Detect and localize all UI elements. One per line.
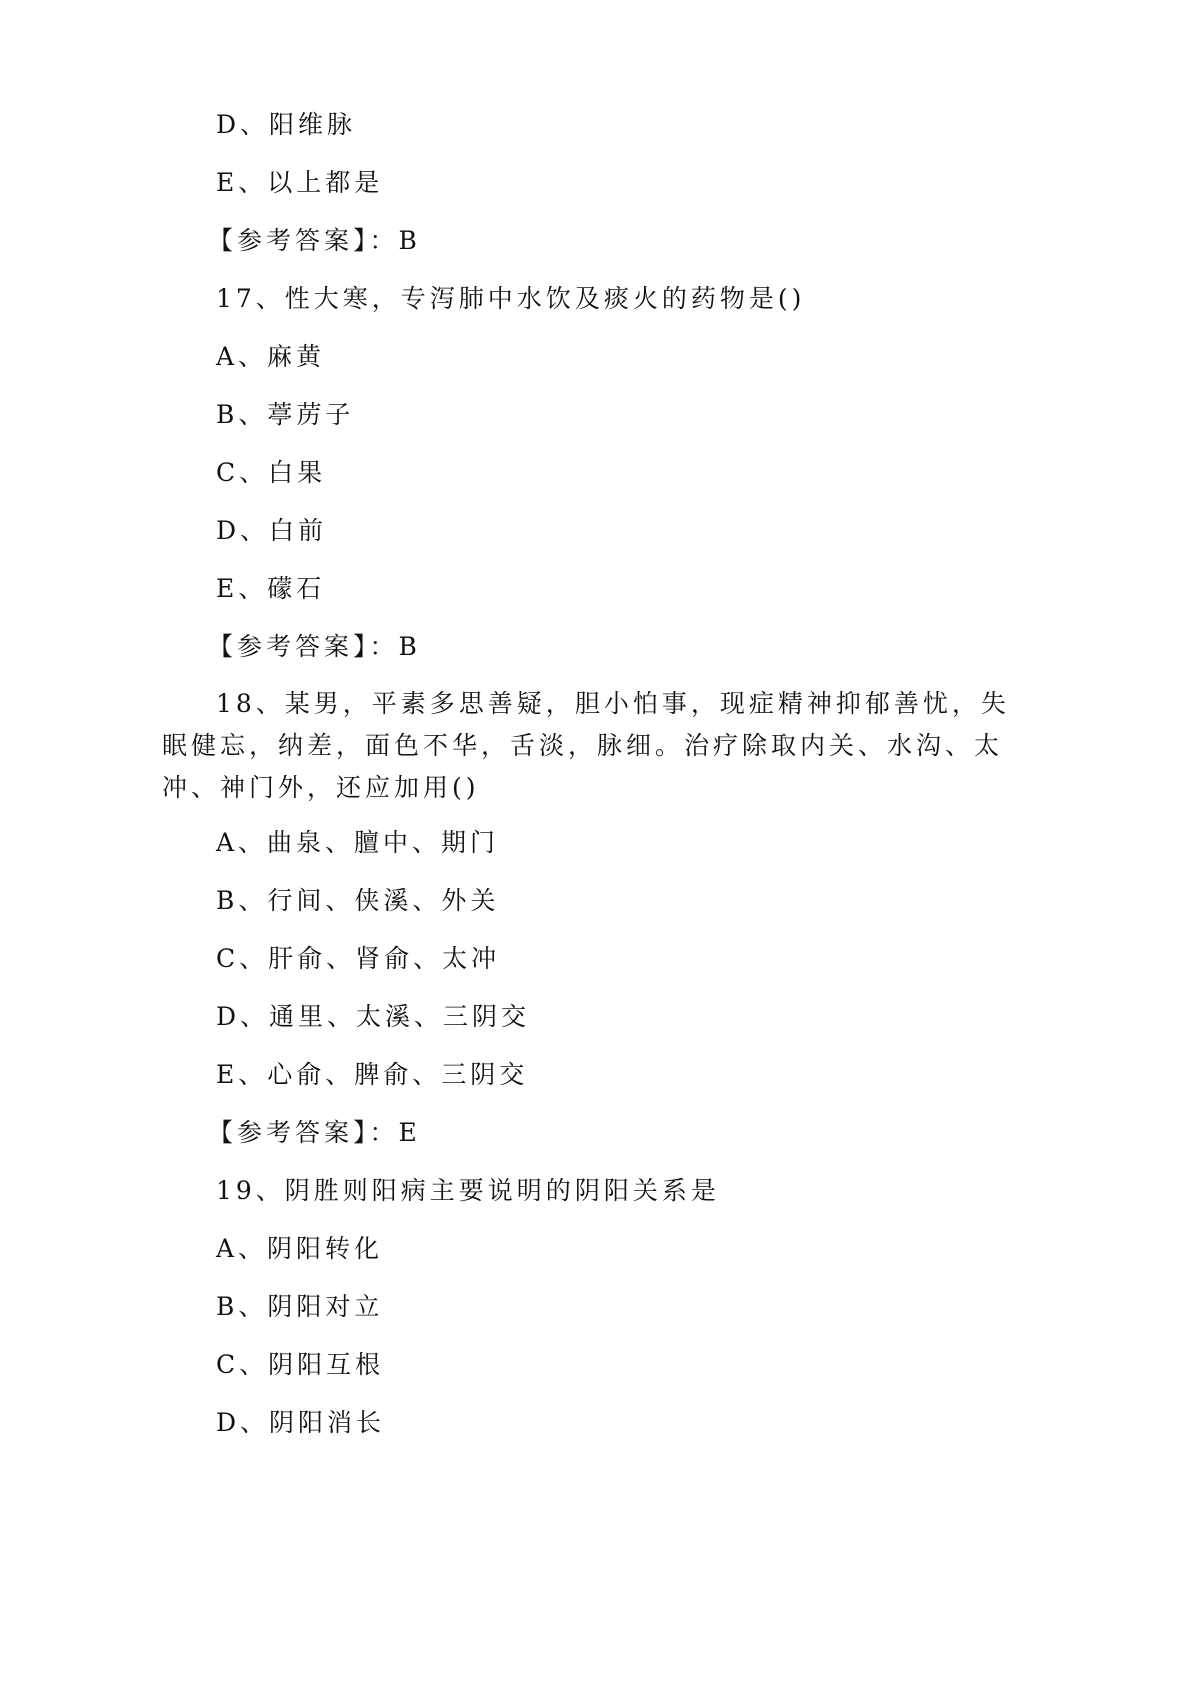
q18-option-d: D、通里、太溪、三阴交: [216, 1002, 531, 1031]
q19-option-a: A、阴阳转化: [216, 1234, 384, 1263]
q18-option-a: A、曲泉、膻中、期门: [216, 828, 500, 857]
q16-answer: 【参考答案】：B: [208, 226, 421, 255]
q17-option-b: B、葶苈子: [216, 400, 355, 429]
q18-option-e: E、心俞、脾俞、三阴交: [216, 1060, 529, 1089]
q19-option-b: B、阴阳对立: [216, 1292, 384, 1321]
q17-answer: 【参考答案】：B: [208, 632, 421, 661]
q17-option-c: C、白果: [216, 458, 327, 487]
q19-option-d: D、阴阳消长: [216, 1408, 386, 1437]
q16-option-d: D、阳维脉: [216, 110, 357, 139]
q17-option-d: D、白前: [216, 516, 328, 545]
q17-option-e: E、礞石: [216, 574, 326, 603]
q17-option-a: A、麻黄: [216, 342, 326, 371]
q19-option-c: C、阴阳互根: [216, 1350, 385, 1379]
q16-option-e: E、以上都是: [216, 168, 384, 197]
q18-answer: 【参考答案】：E: [208, 1118, 421, 1147]
q17-stem: 17、性大寒，专泻肺中水饮及痰火的药物是(): [216, 284, 806, 313]
q18-option-c: C、肝俞、肾俞、太冲: [216, 944, 501, 973]
q18-stem: 18、某男，平素多思善疑，胆小怕事，现症精神抑郁善忧，失眠健忘，纳差，面色不华，舌淡，脉细。治疗除取内关、水沟、太冲、神门外，还应加用(): [162, 689, 1010, 802]
q19-stem: 19、阴胜则阳病主要说明的阴阳关系是: [216, 1176, 720, 1205]
q18-option-b: B、行间、侠溪、外关: [216, 886, 500, 915]
